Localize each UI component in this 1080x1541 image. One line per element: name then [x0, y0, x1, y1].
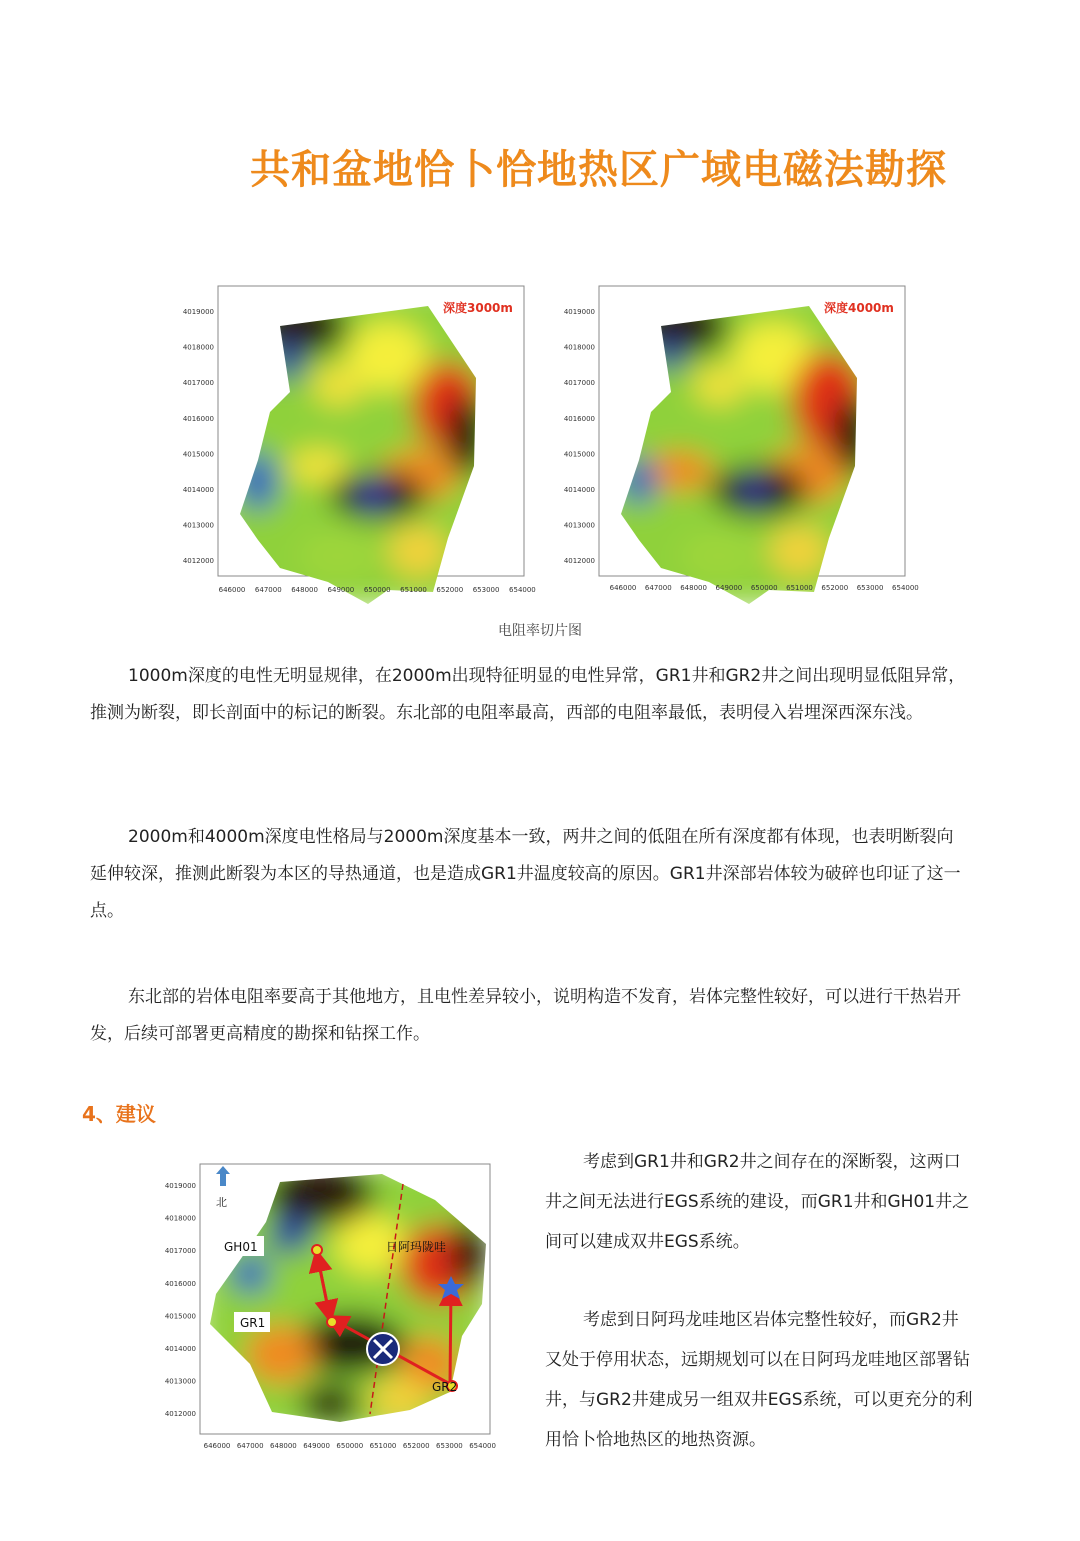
figure-caption: 电阻率切片图	[498, 623, 582, 639]
page-title: 共和盆地恰卜恰地热区广域电磁法勘探	[250, 147, 947, 193]
y-tick-label: 4013000	[563, 521, 595, 530]
y-tick-label: 4018000	[563, 343, 595, 352]
y-tick-label: 4017000	[182, 379, 214, 388]
area-label: 日阿玛陇哇	[386, 1240, 447, 1254]
x-tick-label: 653000	[856, 584, 884, 592]
x-tick-label: 653000	[472, 586, 500, 594]
x-tick-label: 647000	[254, 586, 282, 594]
x-tick-label: 649000	[327, 586, 355, 594]
x-tick-label: 648000	[291, 586, 318, 594]
x-tick-label: 646000	[203, 1442, 231, 1450]
x-tick-label: 652000	[821, 584, 849, 592]
y-tick-label: 4017000	[164, 1247, 196, 1256]
x-tick-label: 654000	[509, 586, 536, 594]
x-tick-label: 654000	[469, 1442, 496, 1450]
y-tick-label: 4012000	[563, 557, 595, 566]
y-tick-label: 4014000	[563, 486, 595, 494]
x-tick-label: 652000	[436, 586, 464, 594]
well-label-gr1: GR1	[240, 1316, 266, 1330]
y-tick-label: 4016000	[164, 1279, 196, 1288]
y-tick-label: 4018000	[182, 343, 214, 352]
x-tick-label: 649000	[303, 1442, 330, 1450]
x-tick-label: 650000	[363, 586, 391, 594]
x-tick-label: 654000	[892, 584, 919, 592]
resistivity-map-3000m	[175, 282, 535, 602]
x-tick-label: 649000	[715, 584, 743, 592]
y-tick-label: 4016000	[182, 414, 214, 423]
resistivity-map-4000m	[556, 282, 919, 602]
y-tick-label: 4018000	[164, 1214, 196, 1223]
y-tick-label: 4019000	[164, 1182, 196, 1190]
y-tick-label: 4019000	[182, 308, 214, 316]
y-tick-label: 4014000	[164, 1345, 196, 1353]
x-tick-label: 653000	[436, 1442, 463, 1450]
y-tick-label: 4016000	[563, 414, 595, 423]
section-heading: 4、建议	[82, 1102, 156, 1126]
x-tick-label: 651000	[369, 1442, 397, 1450]
y-tick-label: 4015000	[182, 450, 214, 459]
y-tick-label: 4012000	[182, 557, 214, 566]
paragraph-1: 1000m深度的电性无明显规律，在2000m出现特征明显的电性异常，GR1井和GR2井之间出现明显低阻异常，推测为断裂，即长剖面中的标记的断裂。东北部的电阻率最高，西部的电阻率最低，表明侵入岩埋深西深东浅。	[90, 666, 966, 723]
x-tick-label: 651000	[786, 584, 813, 592]
y-tick-label: 4015000	[164, 1312, 196, 1321]
y-tick-label: 4019000	[563, 308, 595, 316]
side-paragraph-2: 考虑到日阿玛龙哇地区岩体完整性较好，而GR2井又处于停用状态，远期规划可以在日阿玛龙哇地区部署钻井，与GR2井建成另一组双井EGS系统，可以更充分的利用恰卜恰地热区的地热资源。	[545, 1310, 973, 1450]
well-location-map	[160, 1158, 500, 1458]
y-tick-label: 4013000	[164, 1377, 196, 1386]
y-tick-label: 4017000	[563, 379, 595, 388]
x-tick-label: 650000	[750, 584, 778, 592]
x-tick-label: 647000	[236, 1442, 264, 1450]
y-tick-label: 4015000	[563, 450, 595, 459]
y-tick-label: 4012000	[164, 1410, 196, 1419]
x-tick-label: 652000	[402, 1442, 430, 1450]
side-paragraph-1: 考虑到GR1井和GR2井之间存在的深断裂，这两口井之间无法进行EGS系统的建设，而GR1井和GH01井之间可以建成双井EGS系统。	[545, 1152, 970, 1252]
y-tick-label: 4014000	[182, 486, 214, 494]
y-tick-label: 4013000	[182, 521, 214, 530]
north-label: 北	[216, 1196, 227, 1209]
depth-label-4000m: 深度4000m	[824, 301, 894, 315]
well-label-gh01: GH01	[224, 1240, 258, 1254]
x-tick-label: 648000	[270, 1442, 297, 1450]
depth-label-3000m: 深度3000m	[443, 301, 513, 315]
x-tick-label: 647000	[644, 584, 672, 592]
paragraph-3: 东北部的岩体电阻率要高于其他地方，且电性差异较小，说明构造不发育，岩体完整性较好，可以进行干热岩开发，后续可部署更高精度的勘探和钻探工作。	[90, 987, 961, 1044]
well-label-gr2: GR2	[432, 1380, 458, 1394]
x-tick-label: 651000	[400, 586, 427, 594]
paragraph-2: 2000m和4000m深度电性格局与2000m深度基本一致，两井之间的低阻在所有深度都有体现，也表明断裂向延伸较深，推测此断裂为本区的导热通道，也是造成GR1井温度较高的原因。GR1井深部岩体较为破碎也印证了这一点。	[90, 827, 961, 921]
x-tick-label: 646000	[218, 586, 246, 594]
x-tick-label: 646000	[609, 584, 637, 592]
x-tick-label: 650000	[336, 1442, 364, 1450]
x-tick-label: 648000	[680, 584, 707, 592]
